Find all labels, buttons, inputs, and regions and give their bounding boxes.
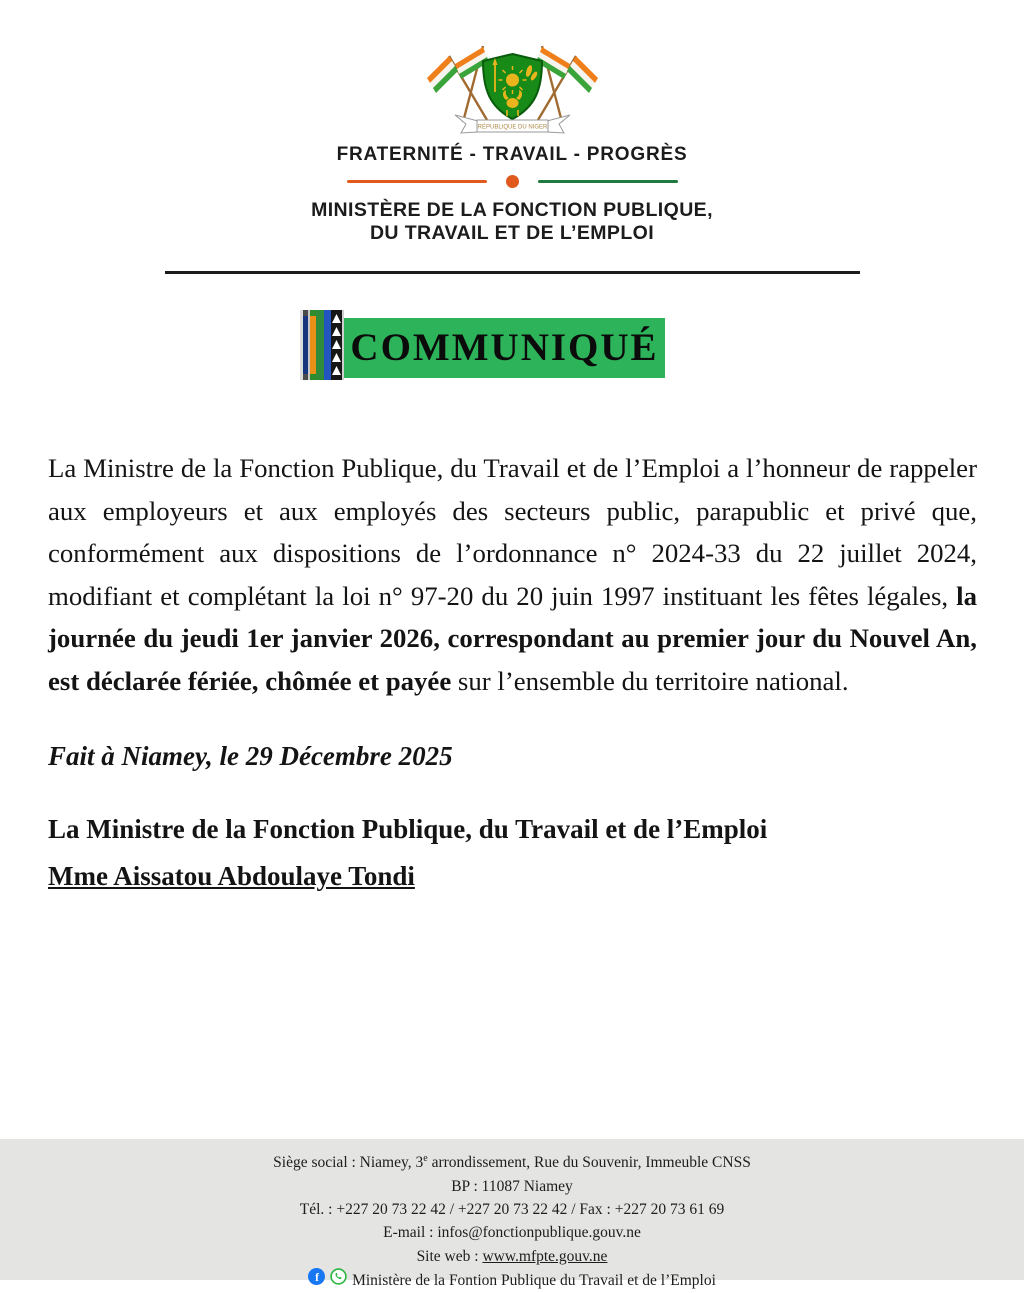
- separator-dot: [506, 175, 519, 188]
- whatsapp-icon: [330, 1268, 347, 1292]
- ministry-title-line2: DU TRAVAIL ET DE L’EMPLOI: [369, 222, 655, 244]
- signature-title: La Ministre de la Fonction Publique, du Travail et de l’Emploi: [48, 813, 768, 844]
- ribbon-text: RÉPUBLIQUE DU NIGER: [477, 124, 547, 131]
- signature-name: Mme Aissatou Abdoulaye Tondi: [48, 860, 415, 891]
- facebook-icon: [308, 1268, 325, 1292]
- separator-green-line: [538, 180, 678, 183]
- paragraph-text-bold: la journée du jeudi 1er janvier 2026, correspondant au premier jour du Nouvel An, est déclarée fériée, chômée et payée: [48, 580, 977, 696]
- letterhead: [0, 0, 1024, 274]
- ministry-title: [0, 199, 1024, 245]
- footer: [0, 1139, 1024, 1289]
- paragraph-text-start: La Ministre de la Fonction Publique, du Travail et de l’Emploi a l’honneur de rappeler aux employeurs et aux employés des secteurs public, parapublic et privé que, conformément aux dispositions de l’ordonnance n° 2024-33 du 22 juillet 2024, modifiant et complétant la loi n° 97-20 du 20 juin 1997 instituant les fêtes légales,: [48, 453, 977, 611]
- communique-banner: [300, 310, 665, 385]
- announcement-paragraph: [48, 447, 977, 703]
- svg-text:f: f: [315, 1272, 320, 1285]
- website-link[interactable]: www.mfpte.gouv.ne: [482, 1247, 608, 1265]
- separator-orange-line: [347, 180, 487, 183]
- footer-address: Siège social : Niamey, 3e arrondissement, Rue du Souvenir, Immeuble CNSS: [273, 1153, 751, 1172]
- textile-pattern-icon: [300, 310, 344, 385]
- niger-coat-of-arms-icon: [425, 40, 600, 142]
- dateline: Fait à Niamey, le 29 Décembre 2025: [48, 740, 453, 771]
- paragraph-text-end: sur l’ensemble du territoire national.: [451, 665, 849, 696]
- national-motto: FRATERNITÉ - TRAVAIL - PROGRÈS: [336, 144, 688, 165]
- ministry-title-line1: MINISTÈRE DE LA FONCTION PUBLIQUE,: [311, 199, 713, 221]
- communique-title: COMMUNIQUÉ: [344, 318, 665, 378]
- footer-email: E-mail : infos@fonctionpublique.gouv.ne: [383, 1224, 641, 1242]
- footer-site: Site web : www.mfpte.gouv.ne: [416, 1247, 608, 1265]
- document-body: [48, 447, 977, 892]
- footer-tel: Tél. : +227 20 73 22 42 / +227 20 73 22 42 / Fax : +227 20 73 61 69: [299, 1200, 725, 1218]
- footer-bp: BP : 11087 Niamey: [451, 1177, 573, 1195]
- motto-separator: [0, 176, 1024, 186]
- footer-social: [0, 1268, 1024, 1292]
- footer-social-text: Ministère de la Fontion Publique du Travail et de l’Emploi: [352, 1271, 716, 1289]
- header-divider: [165, 271, 860, 274]
